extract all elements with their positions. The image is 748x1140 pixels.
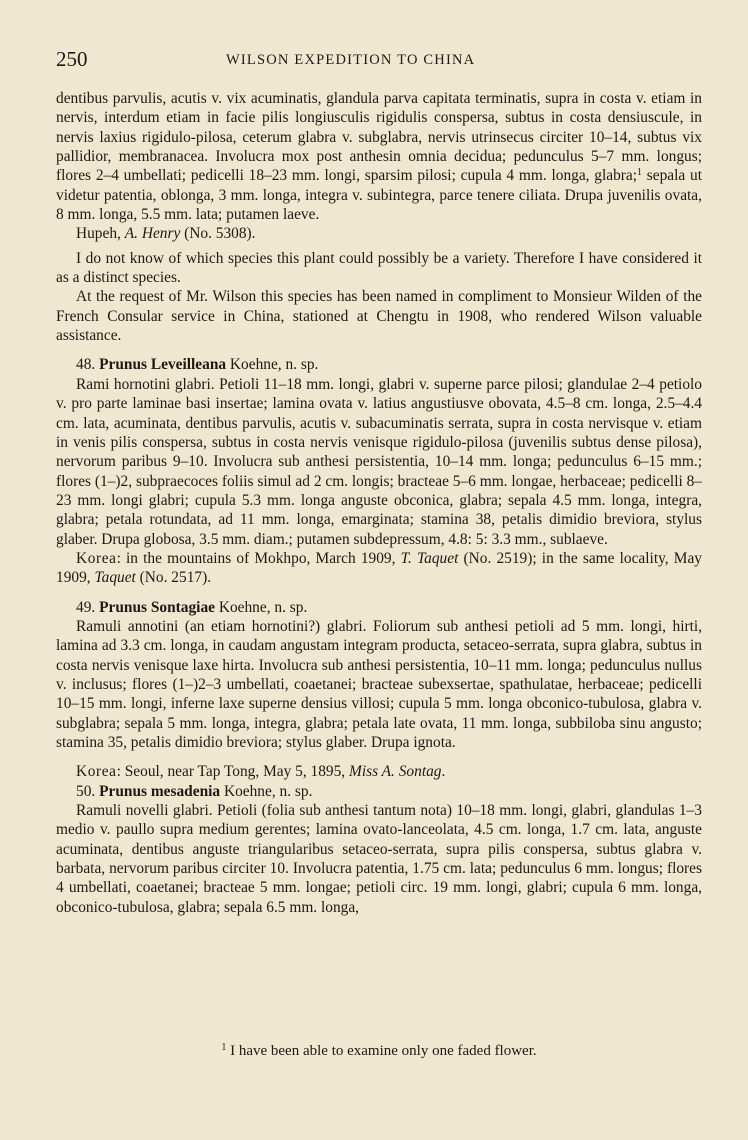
species-description-48: Rami hornotini glabri. Petioli 11–18 mm. longi, glabri v. superne parce pilosi; glandulae 2–4 petiolo v. pro parte laminae basi insertae; lamina ovata v. latius angustiusve obovata, 4.5–8 cm. longa, 2.5–4.4 cm. lata, acuminata, dentibus parvulis, acutis v. subacuminatis serrata, supra in costa nervisque v. etiam in venis pilis conspersa, subtus in costa nervis venisque rigidulo-pilosa (juvenilis subtus dense pilosa), nervorum paribus 9–10. Involucra sub anthesi persistentia, 10–14 mm. longa; pedunculus 6–15 mm.; flores (1–)2, subpraecoces foliis simul ad 2 cm. longis; bracteae 5–6 mm. longae, herbaceae; pedicelli 8–23 mm. longi glabri; cupula 5.3 mm. longa anguste obconica, glabra; sepala 4.5 mm. longa, integra, glabra; petala rotundata, ad 11 mm. longa, emarginata; stamina 38, petalis dimidio breviora, stylus glaber. Drupa globosa, 3.5 mm. diam.; putamen subdepressum, 4.8: 5: 3.3 mm., sublaeve. <box>56 375 702 548</box>
running-head: WILSON EXPEDITION TO CHINA <box>226 52 476 68</box>
page-number: 250 <box>56 47 88 71</box>
locality-text: : in the mountains of Mokhpo, March 1909, <box>116 549 401 567</box>
species-locality-49 <box>56 762 702 781</box>
locality-text: (No. 2517). <box>135 569 212 587</box>
locality-region: Korea <box>76 763 117 781</box>
description-text-continued: sepala ut videtur patentia, oblonga, 3 mm. longa, integra v. subintegra, parce tenere ciliata. Drupa juvenilis ovata, 8 mm. longa, 5.5 mm. lata; putamen laeve. <box>56 167 702 224</box>
description-text: dentibus parvulis, acutis v. vix acuminatis, glandula parva capitata terminatis, supra in costa v. etiam in nervis, interdum etiam in facie pilis longiusculis rigidulis conspersa, subtus in costa densiuscule, in nervis laxius rigidulo-pilosa, ceterum glabra v. subglabra, nervis utrinsecus circiter 10–14, subtus vix pallidior, membranacea. Involucra mox post anthesin omnia decidua; pedunculus 5–7 mm. longus; flores 2–4 umbellati; pedicelli 18–23 mm. longi, sparsim pilosi; cupula 4 mm. longa, glabra; <box>56 90 702 185</box>
species-description-49: Ramuli annotini (an etiam hornotini?) glabri. Foliorum sub anthesi petioli ad 5 mm. longi, hirti, lamina ad 3.3 cm. longa, in caudam angustam integram producta, setaceo-serrata, supra glabra, subtus in costa nervis venisque laxe hirta. Involucra sub anthesi persistentia, 10–11 mm. longa; pedunculus nullus v. inclusus; flores (1–)2–3 umbellati, coaetanei; bracteae subexsertae, spathulatae, herbaceae; pedicelli 10–15 mm. longi, inferne laxe superne densius villosi; cupula 5 mm. longa obconico-tubulosa, glabra v. subglabra; sepala 5 mm. longa, integra, glabra; petala late ovata, 11 mm. longa, subbiloba sinu angusto; stamina 35, petalis dimidio breviora; stylus glaber. Drupa ignota. <box>56 617 702 751</box>
species-author: Koehne, n. sp. <box>220 782 313 800</box>
specimen-locality <box>56 224 702 243</box>
species-number: 48. <box>76 356 100 374</box>
species-heading-50 <box>56 782 702 801</box>
locality-text: . <box>441 763 446 781</box>
species-description-50: Ramuli novelli glabri. Petioli (folia sub anthesi tantum nota) 10–18 mm. longi, glabri, glandulas 1–3 medio v. paullo supra medium gerentes; lamina ovato-lanceolata, 4.5 cm. longa, 1.7 cm. lata, anguste acuminata, dentibus anguste triangularibus setaceo-serrata, supra pilis conspersa, subtus glabra v. barbata, nervorum paribus circiter 10. Involucra patentia, 1.75 cm. lata; pedunculus 6 mm. longus; flores 4 umbellati, coaetanei; bracteae 5 mm. longae; petioli circ. 19 mm. longi, glabri; cupula 6 mm. longa, obconico-tubulosa, glabra; sepala 6.5 mm. longa, <box>56 802 702 916</box>
footnote <box>56 1042 702 1061</box>
footnote-reference: 1 <box>637 167 643 179</box>
locality-text: (No. 2519); in the same locality, May 1909, <box>56 549 702 587</box>
species-locality-48 <box>56 549 702 588</box>
species-name: Prunus Sontagiae <box>99 598 215 616</box>
collector-name: Taquet <box>94 569 136 587</box>
species-heading-49 <box>56 598 702 617</box>
description-continued <box>56 89 702 224</box>
specimen-number: (No. 5308). <box>180 225 256 243</box>
collector-name: A. Henry <box>124 225 181 243</box>
species-name: Prunus mesadenia <box>99 782 221 800</box>
locality-region: Korea <box>76 549 117 567</box>
species-number: 50. <box>76 782 100 800</box>
body-text <box>56 89 702 917</box>
locality-place: Hupeh, <box>76 225 125 243</box>
remark-paragraph: I do not know of which species this plant could possibly be a variety. Therefore I have considered it as a distinct species. <box>56 249 702 287</box>
species-heading-48 <box>56 355 702 374</box>
footnote-mark: 1 <box>221 1042 227 1053</box>
species-author: Koehne, n. sp. <box>214 598 308 616</box>
species-number: 49. <box>76 598 100 616</box>
collector-name: T. Taquet <box>400 549 459 567</box>
page-header <box>56 44 702 74</box>
dedication-paragraph: At the request of Mr. Wilson this species has been named in compliment to Monsieur Wilden of the French Consular service in China, stationed at Chengtu in 1908, who rendered Wilson valuable assistance. <box>56 288 702 345</box>
species-name: Prunus Leveilleana <box>99 356 227 374</box>
species-author: Koehne, n. sp. <box>226 356 319 374</box>
locality-text: : Seoul, near Tap Tong, May 5, 1895, <box>116 763 349 781</box>
footnote-text: I have been able to examine only one faded flower. <box>226 1043 537 1059</box>
collector-name: Miss A. Sontag <box>349 763 442 781</box>
